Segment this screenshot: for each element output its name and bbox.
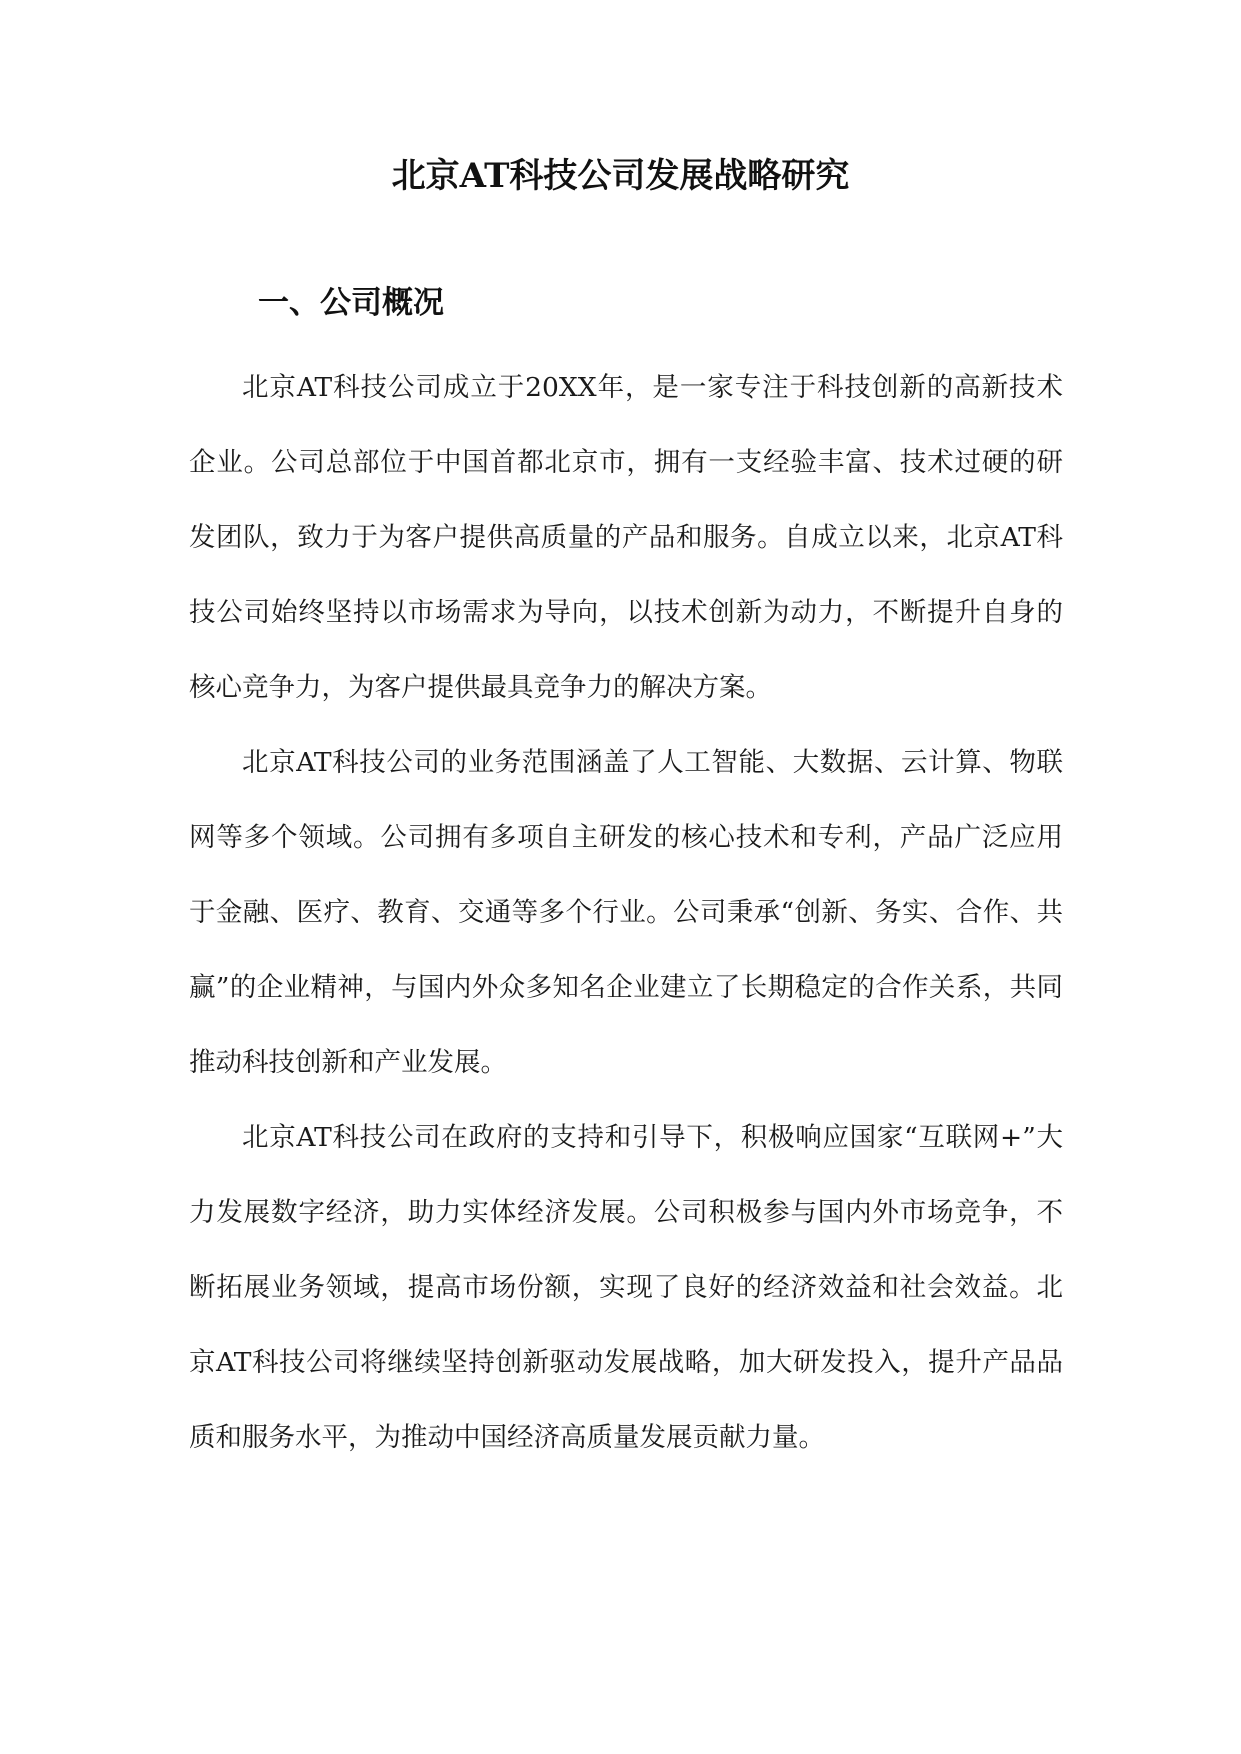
paragraph-company-founding: 北京AT科技公司成立于20XX年，是一家专注于科技创新的高新技术企业。公司总部位于中国首都北京市，拥有一支经验丰富、技术过硬的研发团队，致力于为客户提供高质量的产品和服务。自成立以来，北京AT科技公司始终坚持以市场需求为导向，以技术创新为动力，不断提升自身的核心竞争力，为客户提供最具竞争力的解决方案。 xyxy=(189,372,1063,703)
section-heading-company-overview: 一、公司概况 xyxy=(258,285,444,321)
paragraph-business-scope: 北京AT科技公司的业务范围涵盖了人工智能、大数据、云计算、物联网等多个领域。公司拥有多项自主研发的核心技术和专利，产品广泛应用于金融、医疗、教育、交通等多个行业。公司秉承“创新、务实、合作、共赢”的企业精神，与国内外众多知名企业建立了长期稳定的合作关系，共同推动科技创新和产业发展。 xyxy=(189,747,1063,1078)
paragraph-strategy-outlook: 北京AT科技公司在政府的支持和引导下，积极响应国家“互联网+”大力发展数字经济，助力实体经济发展。公司积极参与国内外市场竞争，不断拓展业务领域，提高市场份额，实现了良好的经济效益和社会效益。北京AT科技公司将继续坚持创新驱动发展战略，加大研发投入，提升产品品质和服务水平，为推动中国经济高质量发展贡献力量。 xyxy=(189,1122,1063,1453)
document-title: 北京AT科技公司发展战略研究 xyxy=(391,156,850,196)
